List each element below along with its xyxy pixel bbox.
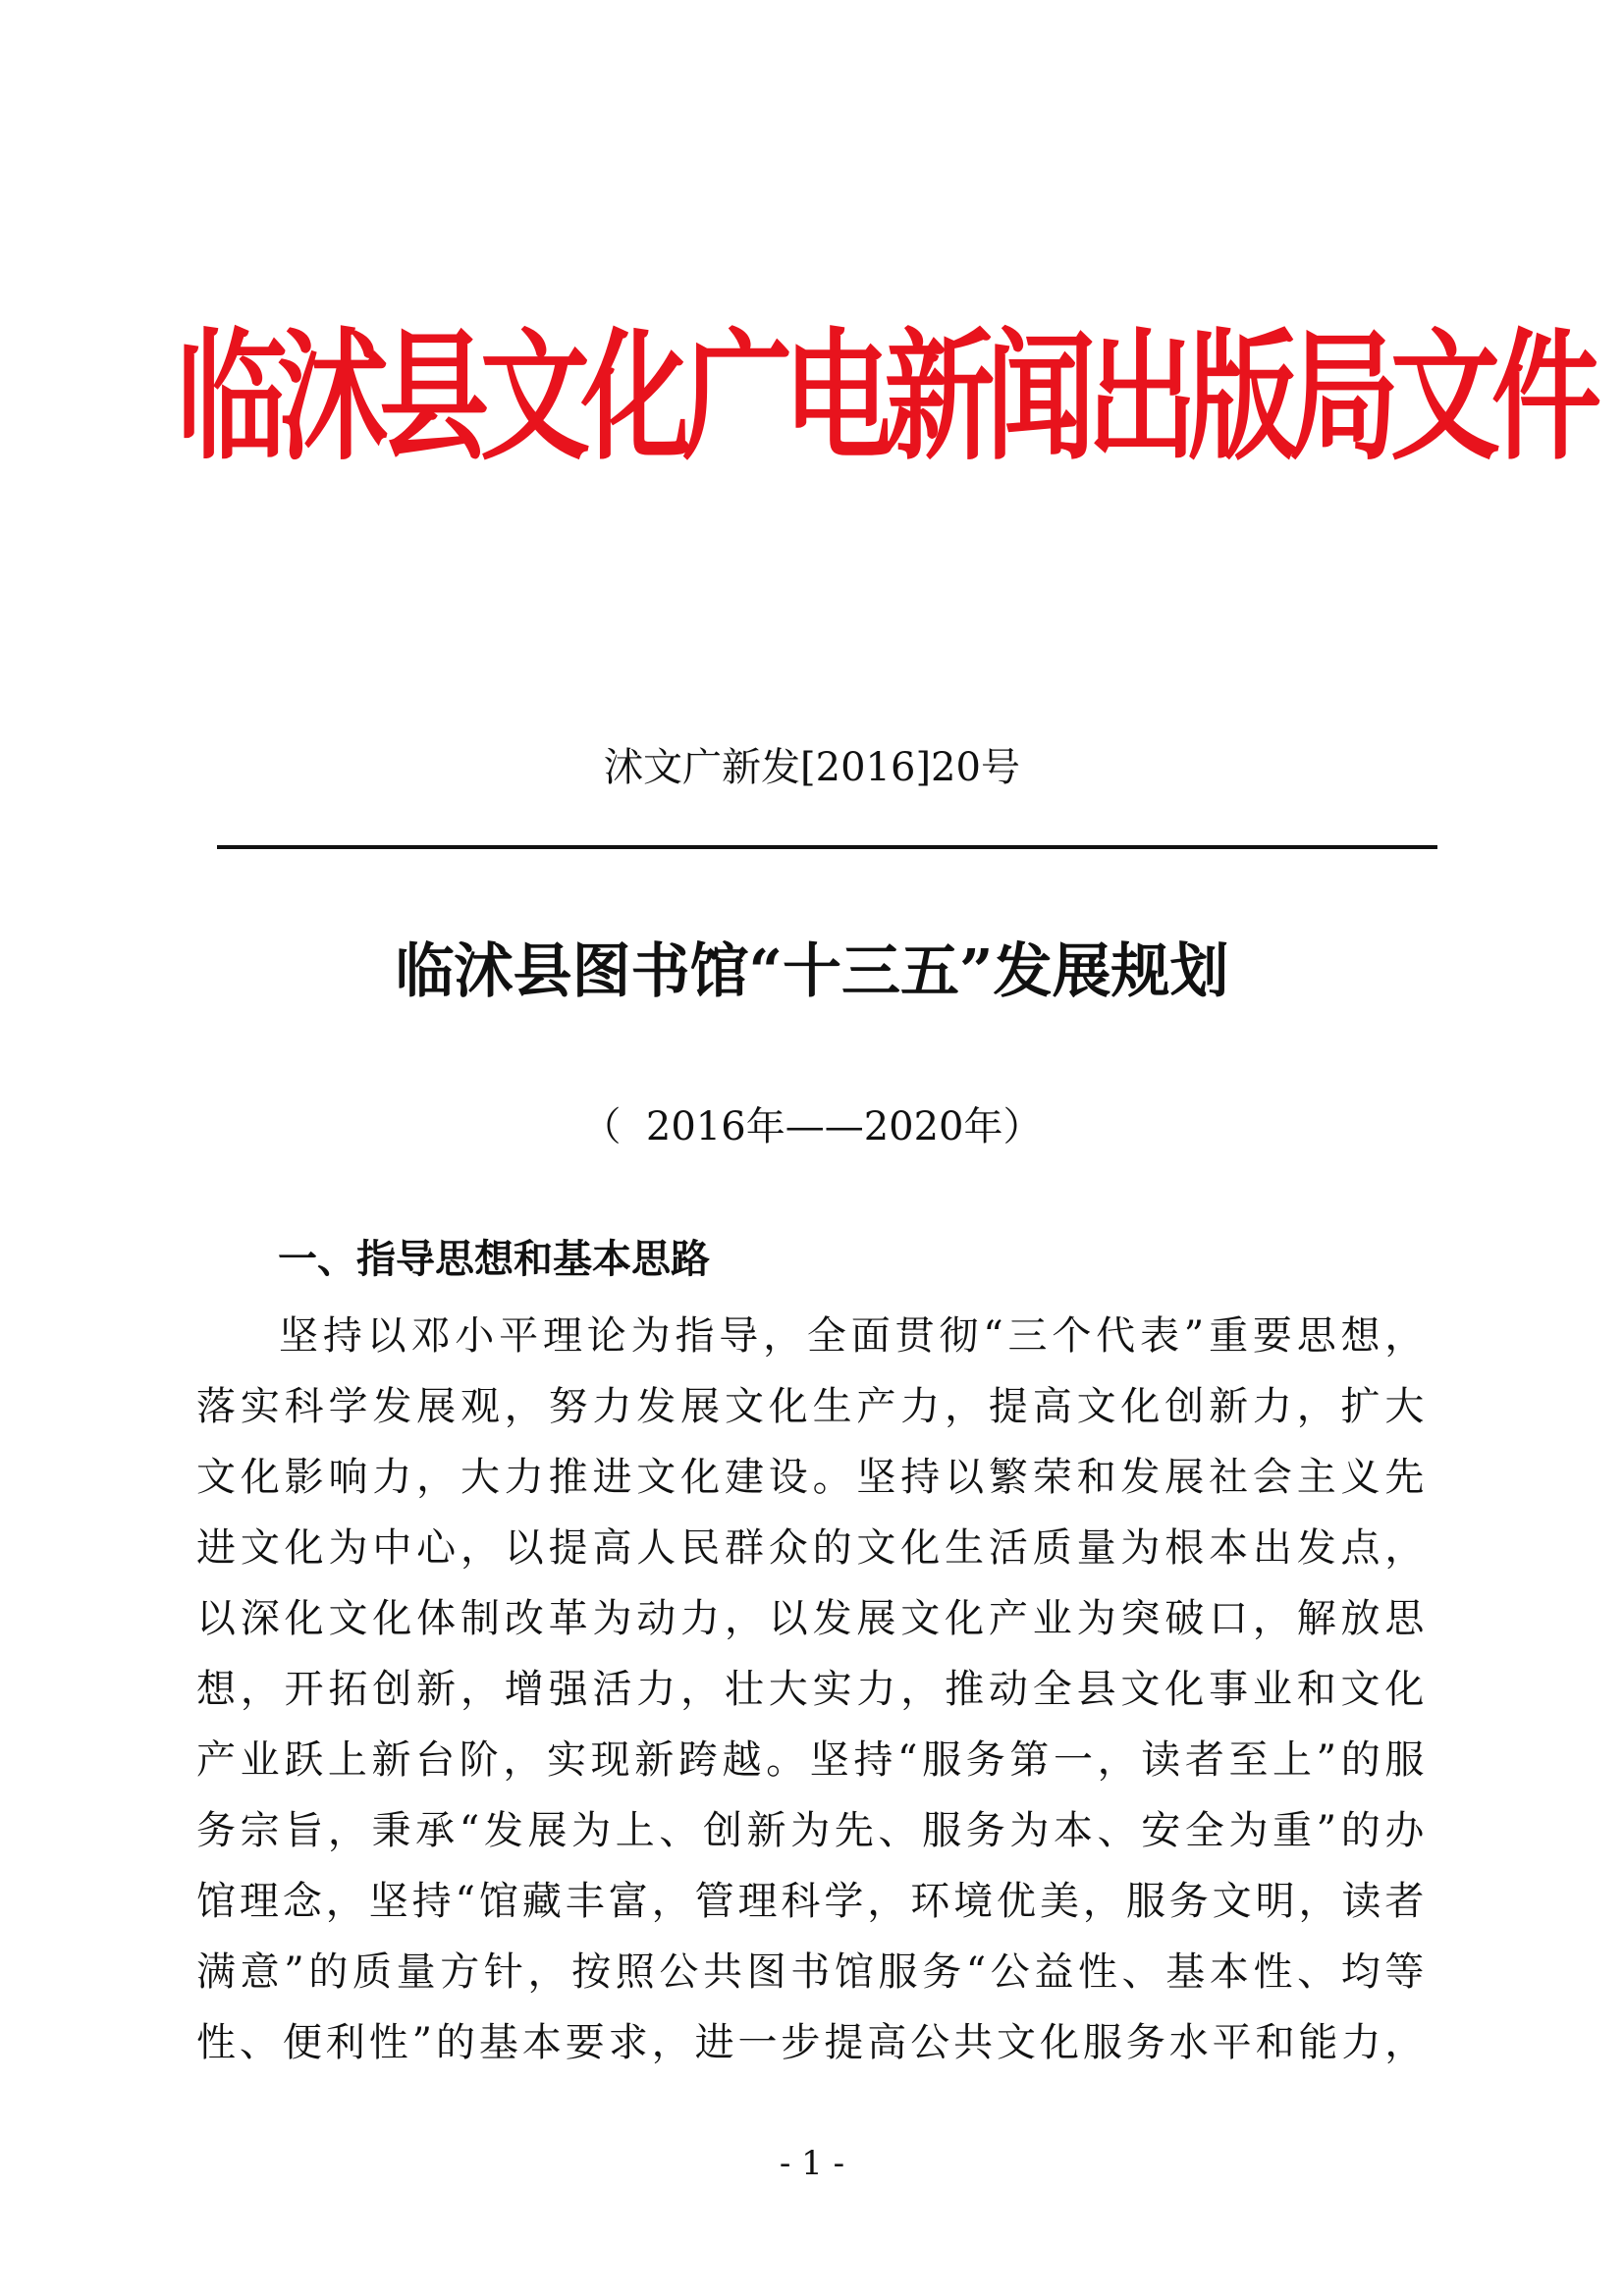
document-title: 临沭县图书馆“十三五”发展规划 [395,937,1229,1006]
page-number: - 1 - [779,2144,845,2183]
paragraph-line: 产业跃上新台阶，实现新跨越。坚持“服务第一，读者至上”的服 [196,1737,1428,1783]
paragraph-line: 务宗旨，秉承“发展为上、创新为先、服务为本、安全为重”的办 [196,1808,1428,1853]
separator-rule [217,845,1437,849]
paragraph-line: 文化影响力，大力推进文化建设。坚持以繁荣和发展社会主义先 [196,1455,1428,1500]
paragraph-line: 想，开拓创新，增强活力，壮大实力，推动全县文化事业和文化 [196,1667,1428,1712]
masthead-title: 临沭县文化广电新闻出版局文件 [177,315,1593,480]
document-number: 沭文广新发[2016]20号 [604,745,1020,790]
document-period: （ 2016年——2020年） [581,1104,1043,1149]
paragraph-line: 落实科学发展观，努力发展文化生产力，提高文化创新力，扩大 [196,1384,1428,1429]
paragraph-line: 满意”的质量方针，按照公共图书馆服务“公益性、基本性、均等 [196,1949,1428,1995]
paragraph-line: 性、便利性”的基本要求，进一步提高公共文化服务水平和能力， [196,2020,1428,2065]
paragraph-line: 坚持以邓小平理论为指导，全面贯彻“三个代表”重要思想， [279,1313,1428,1359]
body-paragraph [196,1301,1428,2078]
paragraph-line: 进文化为中心，以提高人民群众的文化生活质量为根本出发点， [196,1525,1428,1571]
paragraph-line: 馆理念，坚持“馆藏丰富，管理科学，环境优美，服务文明，读者 [196,1879,1428,1924]
section-heading: 一、指导思想和基本思路 [278,1237,710,1282]
paragraph-line: 以深化文化体制改革为动力，以发展文化产业为突破口，解放思 [196,1596,1428,1641]
